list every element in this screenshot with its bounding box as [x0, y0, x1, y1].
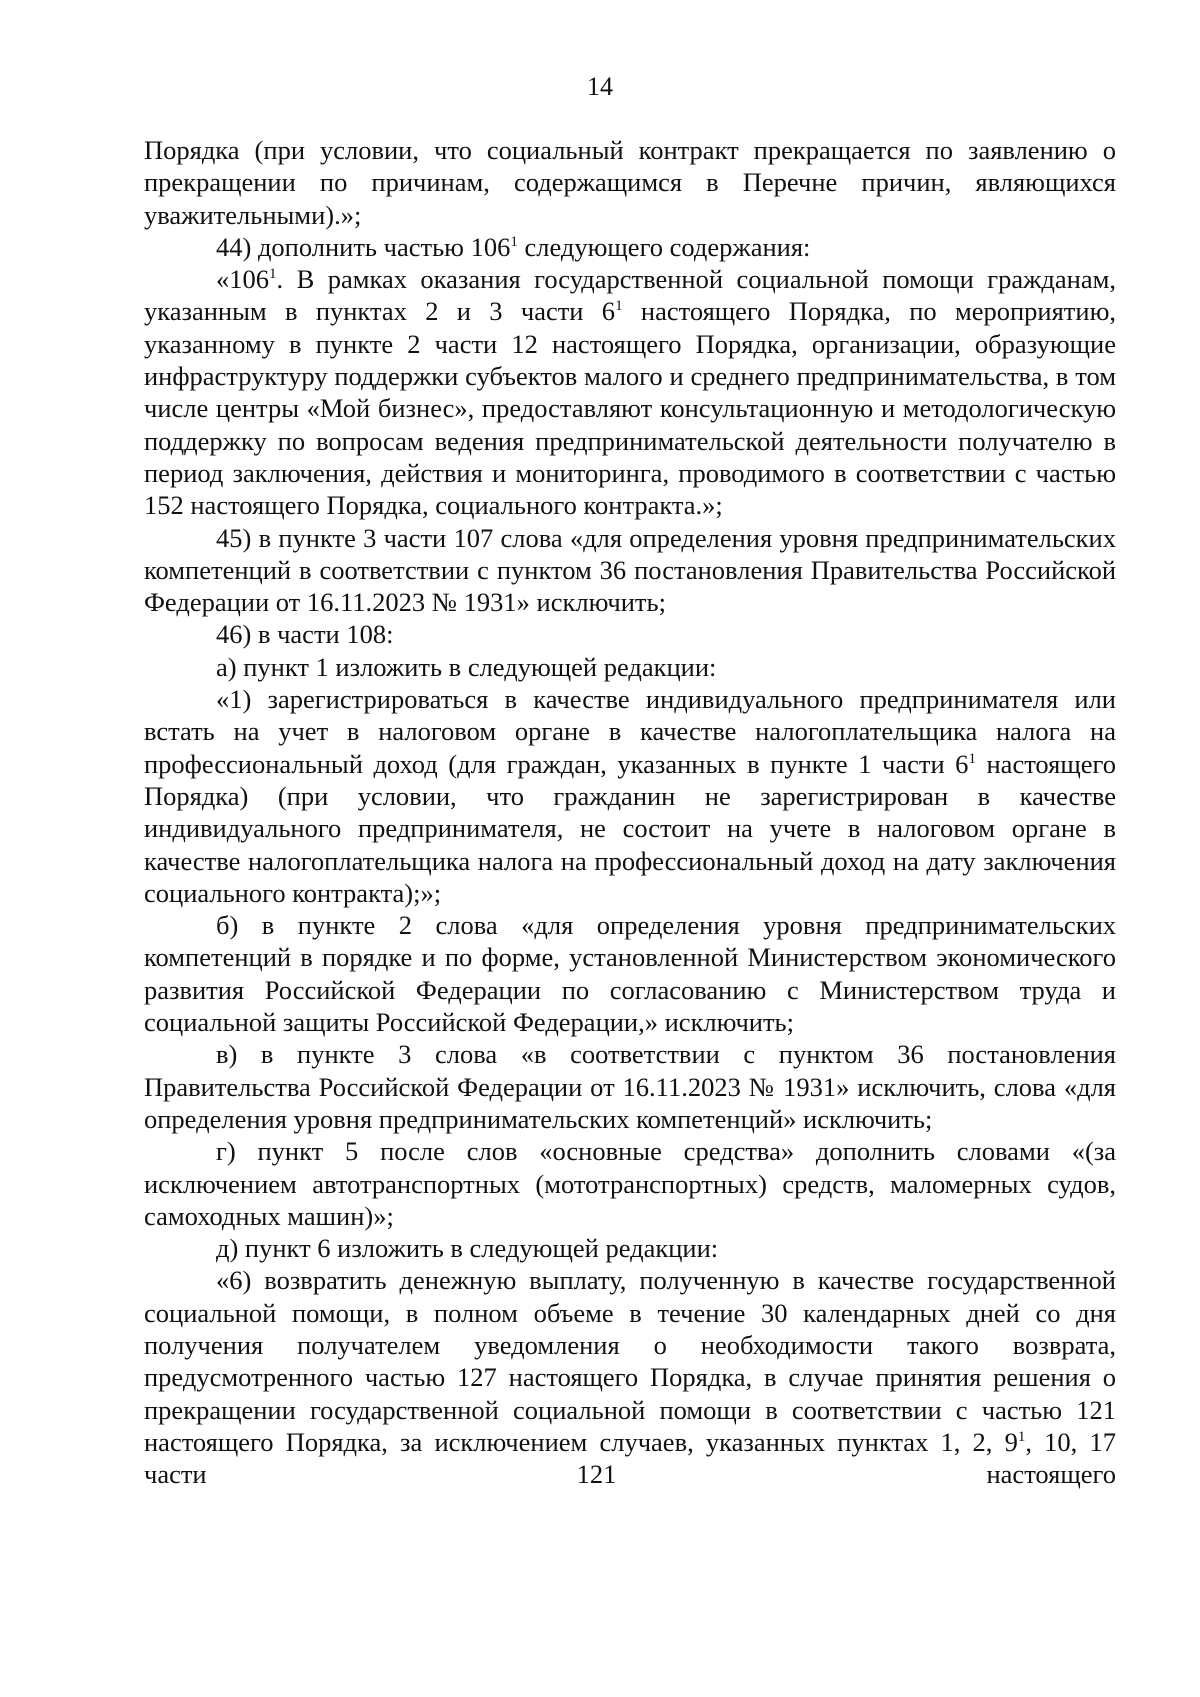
paragraph-subitem-g: г) пункт 5 после слов «основные средства» дополнить словами «(за исключением автотранспортных (мототранспортных) средств, маломерных судов, самоходных машин)»;	[144, 1136, 1116, 1231]
paragraph-item-44	[144, 231, 1116, 263]
paragraph-part-106-1	[144, 263, 1116, 521]
paragraph-continuation: Порядка (при условии, что социальный контракт прекращается по заявлению о прекращении по причинам, содержащимся в Перечне причин, являющихся уважительными).»;	[144, 135, 1116, 230]
paragraph-item-46: 46) в части 108:	[216, 619, 394, 650]
text-run: «1) зарегистрироваться в качестве индивидуального предпринимателя или встать на учет в налоговом органе в качестве налогоплательщика налога на профессиональный доход (для граждан, указанных в пункте 1 части 6	[144, 684, 1116, 779]
text-run: настоящего Порядка, по мероприятию, указанному в пункте 2 части 12 настоящего Порядка, организации, образующие инфраструктуру поддержки субъектов малого и среднего предпринимательства, в том числе центры «Мой бизнес», предоставляют консультационную и методологическую поддержку по вопросам ведения предпринимательской деятельности получателю в период заключения, действия и мониторинга, проводимого в соответствии с частью 152 настоящего Порядка, социального контракта.»;	[144, 296, 1116, 521]
text-run: 44) дополнить частью 106	[216, 231, 511, 262]
text-run: «6) возвратить денежную выплату, полученную в качестве государственной социальной помощи, в полном объеме в течение 30 календарных дней со дня получения получателем уведомления о необходимости такого возврата, предусмотренного частью 127 настоящего Порядка, в случае принятия решения о прекращении государственной социальной помощи в соответствии с частью 121 настоящего Порядка, за исключением случаев, указанных пунктах 1, 2, 9	[144, 1265, 1116, 1457]
paragraph-item-45: 45) в пункте 3 части 107 слова «для определения уровня предпринимательских компетенций в соответствии с пунктом 36 постановления Правительства Российской Федерации от 16.11.2023 № 1931» исключить;	[144, 522, 1116, 618]
superscript: 1	[968, 750, 976, 767]
page-number: 14	[587, 72, 613, 101]
document-body	[144, 134, 1116, 1490]
superscript: 1	[269, 266, 277, 283]
paragraph-subitem-v: в) в пункте 3 слова «в соответствии с пунктом 36 постановления Правительства Российской Федерации от 16.11.2023 № 1931» исключить, слова «для определения уровня предпринимательских компетенций» исключить;	[144, 1039, 1116, 1134]
superscript: 1	[1017, 1429, 1026, 1446]
text-run: «106	[216, 264, 269, 295]
paragraph-subitem-a: а) пункт 1 изложить в следующей редакции:	[216, 651, 717, 682]
text-run: следующего содержания:	[517, 231, 811, 262]
paragraph-subitem-b: б) в пункте 2 слова «для определения уровня предпринимательских компетенций в порядке и по форме, установленной Министерством экономического развития Российской Федерации по согласованию с Министерством труда и социальной защиты Российской Федерации,» исключить;	[144, 910, 1116, 1038]
paragraph-quoted-point-6	[144, 1264, 1116, 1490]
superscript: 1	[510, 234, 518, 251]
text-run: , 10, 17 части 121 настоящего	[144, 1426, 1116, 1490]
superscript: 1	[615, 298, 623, 315]
text-run: . В рамках оказания государственной социальной помощи гражданам, указанным в пунктах 2 и 3 части 6	[144, 264, 1116, 327]
text-run: настоящего Порядка) (при условии, что гражданин не зарегистрирован в качестве индивидуального предпринимателя, не состоит на учете в налоговом органе в качестве налогоплательщика налога на профессиональный доход на дату заключения социального контракта);»;	[144, 748, 1116, 908]
paragraph-subitem-d: д) пункт 6 изложить в следующей редакции:	[216, 1233, 719, 1264]
paragraph-quoted-point-1	[144, 683, 1116, 909]
